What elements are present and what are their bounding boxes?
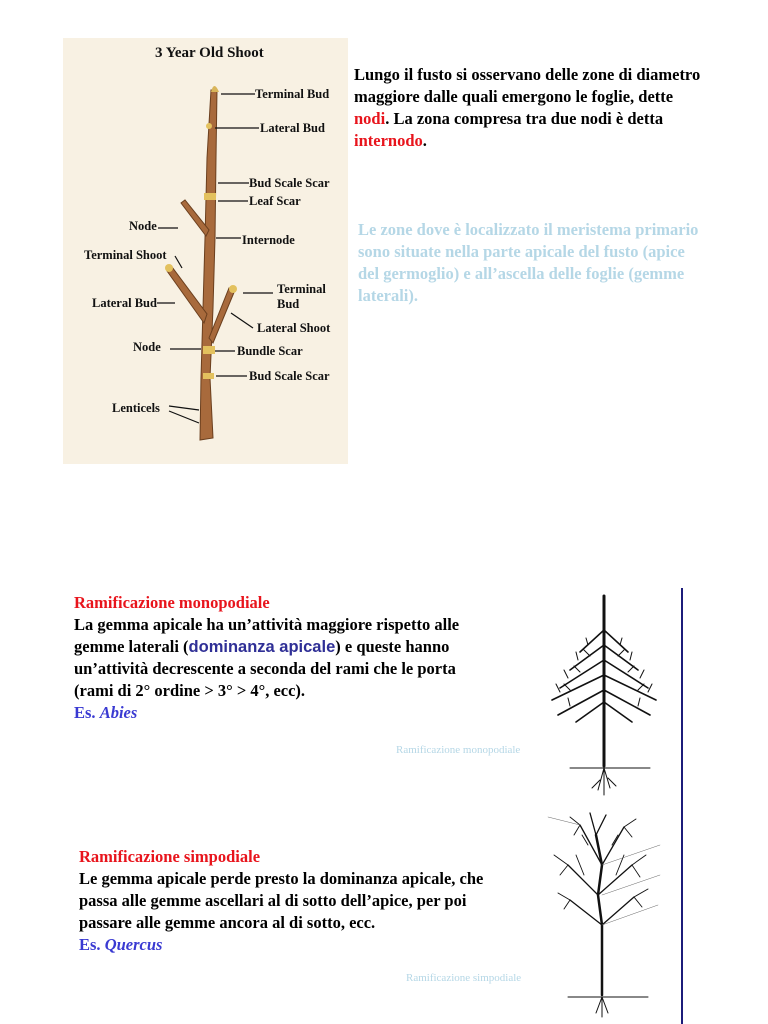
label-terminal-bud: Terminal Bud <box>255 87 330 101</box>
shoot-illustration <box>63 38 348 464</box>
bud-scale-scar-band-lower <box>203 373 214 379</box>
monopodial-tree-figure <box>540 590 680 810</box>
label-lateral-shoot: Lateral Shoot <box>257 321 331 335</box>
node-scar <box>203 346 215 354</box>
sympodial-tree-figure <box>540 805 680 1020</box>
term-internodo: internodo <box>354 131 423 150</box>
intro-part3: . <box>422 131 427 150</box>
vertical-divider <box>681 588 683 1024</box>
sympodial-caption: Ramificazione simpodiale <box>406 972 522 984</box>
sympodial-tree-illustration <box>540 805 680 1020</box>
term-nodi: nodi <box>354 109 386 128</box>
terminal-bud-shape <box>211 86 219 92</box>
label-internode: Internode <box>242 233 295 247</box>
figure-title: 3 Year Old Shoot <box>155 45 264 61</box>
label-leaf-scar: Leaf Scar <box>249 194 301 208</box>
sympodial-example-prefix: Es. <box>79 935 105 954</box>
monopodial-part1: La gemma apicale ha un’attività maggiore rispetto alle gemme laterali ( <box>74 615 460 656</box>
monopodial-heading: Ramificazione monopodiale <box>74 593 270 612</box>
label-bud-scale-scar-bottom: Bud Scale Scar <box>249 369 330 383</box>
sympodial-example-genus: Quercus <box>104 935 163 954</box>
monopodial-tree-illustration <box>540 590 680 810</box>
monopodial-example <box>74 702 494 724</box>
monopodial-body <box>74 614 494 702</box>
terminal-bud-right <box>229 285 237 293</box>
sympodial-example <box>79 934 499 956</box>
label-terminal-bud-2b: Bud <box>277 297 300 311</box>
sympodial-section <box>79 846 499 956</box>
label-node-bottom: Node <box>133 340 161 354</box>
monopodial-section <box>74 592 494 724</box>
lateral-bud-shape <box>206 123 212 129</box>
monopodial-part2: ) e queste hanno un’attività decrescente a seconda del rami che le porta (rami di 2° ordine > 3° > 4°, ecc). <box>74 637 456 700</box>
label-node-top: Node <box>129 219 157 233</box>
terminal-shoot-branch <box>167 267 207 323</box>
monopodial-caption: Ramificazione monopodiale <box>396 744 521 756</box>
label-terminal-shoot: Terminal Shoot <box>84 248 167 262</box>
intro-part2: . La zona compresa tra due nodi è detta <box>385 109 664 128</box>
label-lateral-bud-left: Lateral Bud <box>92 296 157 310</box>
label-bud-scale-scar-top: Bud Scale Scar <box>249 176 330 190</box>
label-bundle-scar: Bundle Scar <box>237 344 303 358</box>
sympodial-body: Le gemma apicale perde presto la dominanza apicale, che passa alle gemme ascellari al di sotto dell’apice, per poi passare alle gemme ancora al di sotto, ecc. <box>79 869 484 932</box>
label-lenticels: Lenticels <box>112 401 160 415</box>
label-lateral-bud-top: Lateral Bud <box>260 121 325 135</box>
intro-paragraph <box>354 64 704 152</box>
monopodial-example-prefix: Es. <box>74 703 100 722</box>
bud-scale-scar-band <box>204 193 216 200</box>
meristem-paragraph: Le zone dove è localizzato il meristema primario sono situate nella parte apicale del fusto (apice del germoglio) e all’ascella delle foglie (gemme laterali). <box>358 220 699 305</box>
terminal-shoot-bud <box>165 264 173 272</box>
main-stem <box>200 90 217 440</box>
shoot-figure <box>63 38 348 464</box>
label-terminal-bud-2a: Terminal <box>277 282 326 296</box>
upper-branch <box>181 200 209 236</box>
term-dominanza-apicale: dominanza apicale <box>188 638 336 656</box>
monopodial-example-genus: Abies <box>99 703 138 722</box>
intro-part1: Lungo il fusto si osservano delle zone di diametro maggiore dalle quali emergono le foglie, dette <box>354 65 701 106</box>
sympodial-heading: Ramificazione simpodiale <box>79 847 261 866</box>
